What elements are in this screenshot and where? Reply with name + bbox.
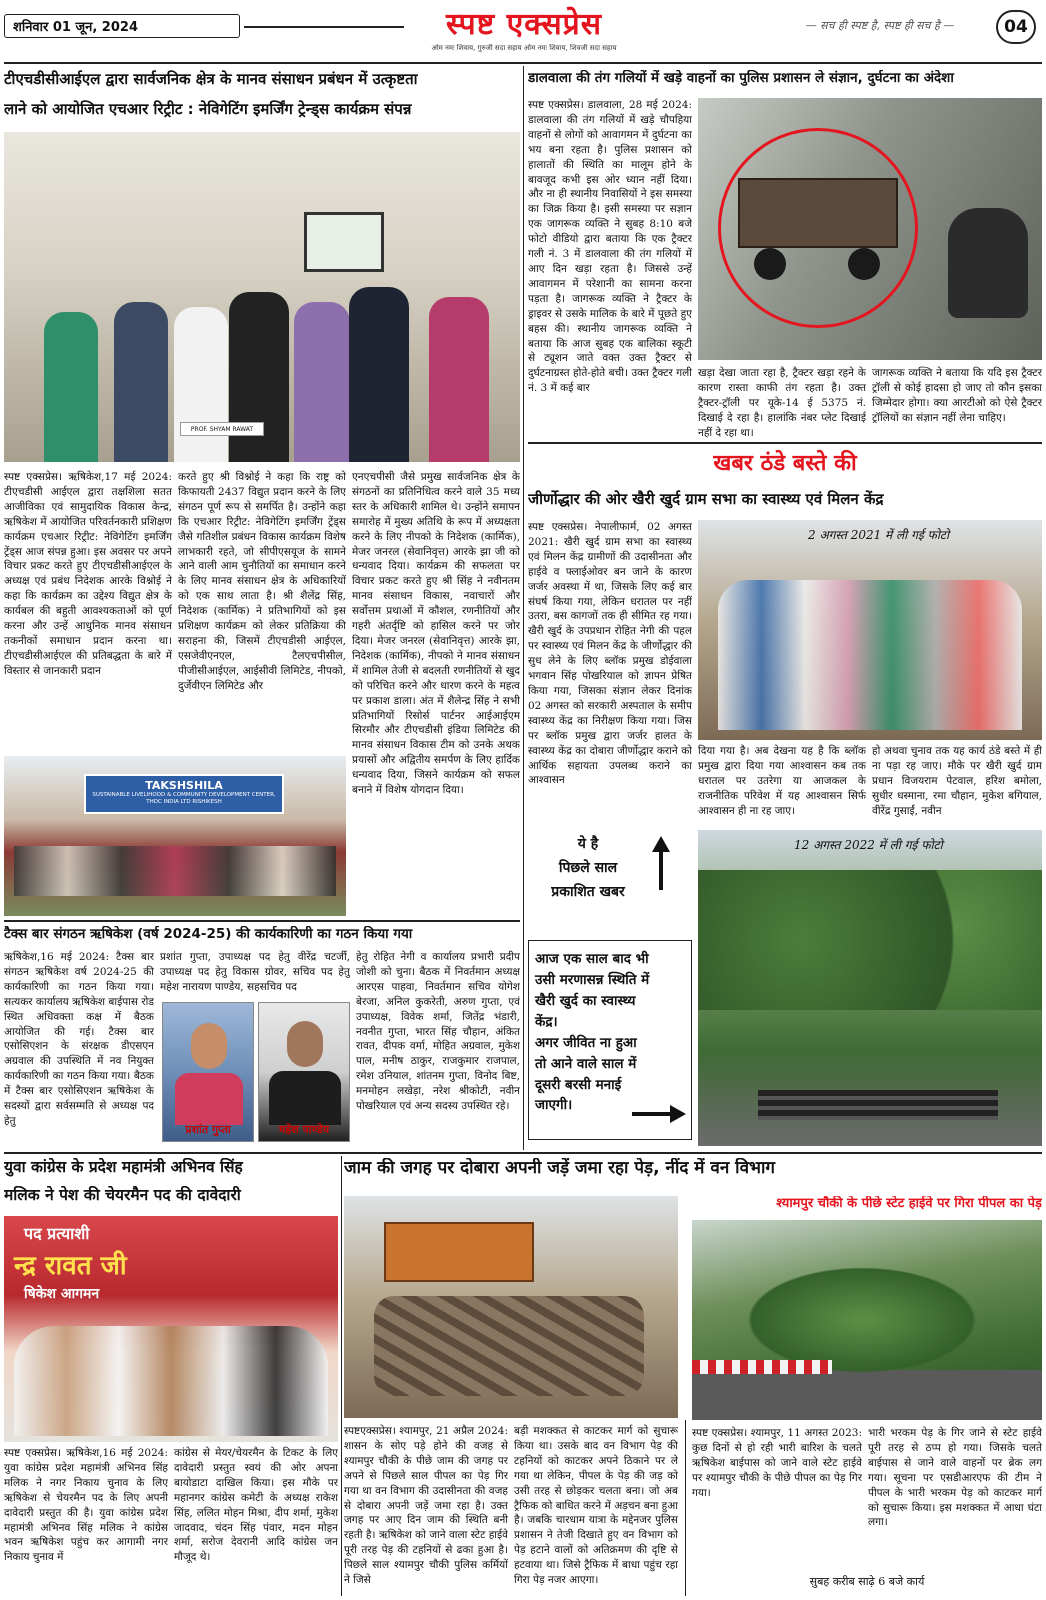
story6-column-1: स्पष्टएक्सप्रेस। श्यामपुर, 21 अप्रैल 2024: शासन के सोए पड़े होने की वजह से श्यामपुर चौकी के पीछे जाम की जगह पर अपने से पिछले साल पीपल का पेड़ गिर गया था वन विभाग की उदासीनता की वजह से दोबारा अपनी जड़ें जमा रहा है। उक्त जगह पर आए दिन जाम की स्थिति बनी रहती है। ऋषिकेश को जाने वाला स्टेट हाईवे पूरी तरह पेड़ की टहनियों से ढका हुआ है। पिछले साल श्यामपुर चौकी पुलिस कर्मियों ने जिसे [344,1425,508,1587]
highlight-circle [718,128,918,328]
page-number: 04 [996,10,1036,44]
story1-headline-line1: टीएचडीसीआईएल द्वारा सार्वजनिक क्षेत्र के मानव संसाधन प्रबंधन में उत्कृष्टता [4,70,418,88]
story1-column-3: एनएचपीसी जैसे प्रमुख सार्वजनिक क्षेत्र के संगठनों का प्रतिनिधित्व करने वाले 35 मध्य स्तर के अधिकारी शामिल थे। उन्होंने समापन समारोह में मुख्य अतिथि के रूप में अध्यक्षता करने के लिए नीपको के निदेशक (कार्मिक), मेजर जनरल (सेवानिवृत्त) आरके झा जी को धन्यवाद दिया। कार्यक्रम की सफलता पर विचार प्रकट करते हुए श्री सिंह ने नवीनतम मानव संसाधन विकास, नवाचारों और सर्वोत्तम प्रथाओं में कौशल, रणनीतियों और गहरी अंतर्दृष्टि को हासिल करने पर जोर दिया। मेजर जनरल (सेवानिवृत्त) आरके झा, निदेशक (कार्मिक), नीपको ने मानव संसाधन में शामिल तेजी से बदलती रणनीतियों से खुद को परिचित करने और धारण करने के महत्व पर प्रकाश डाला। अंत में शैलेन्द्र सिंह ने सभी प्रतिभागियों रिसोर्स पार्टनर आईआईएम सिरमौर और टीएचडीसी इंडिया लिमिटेड की मानव संसाधन विकास टीम को उनके अथक प्रयासों और अद्वितीय समर्पण के लिए हार्दिक धन्यवाद दिया, जिसने कार्यक्रम को सफल बनाने में विशेष योगदान दिया। [352,471,520,797]
story1-headline-line2: लाने को आयोजित एचआर रिट्रीट : नेविगेटिंग इमर्जिंग ट्रेन्ड्स कार्यक्रम संपन्न [4,100,412,118]
story3-column-3: जागरूक व्यक्ति ने बताया कि यदि इस ट्रैक्टर ट्रॉली से कोई हादसा हो जाए तो कौन इसका जिम्मेदार होगा। क्या आरटीओ को ऐसे ट्रैक्टर ट्रॉलियों का संज्ञान नहीं लेना चाहिए। [872,367,1042,424]
building-sign-title: TAKSHSHILA [145,779,223,792]
banner-text-1: पद प्रत्याशी [24,1224,90,1243]
story6-column-2: बड़ी मशक्कत से काटकर मार्ग को सुचारू किया था। उसके बाद वन विभाग पेड़ की टहनियों को काटकर अपने ठिकाने पर ले गया था लेकिन, पीपल के पेड़ की जड़ को उसी तरह से छोड़कर चलता बना। जो अब ट्रैफिक को बाधित करने में अड़चन बना हुआ है। जबकि चारधाम यात्रा के मद्देनजर पुलिस प्रशासन ने तेजी दिखाते हुए वन विभाग को पेड़ हटाने वालों को अतिक्रमण की दृष्टि से हटवाया था। जिसे ट्रैफिक में बाधा पहुंच रहा गिरा पेड़ नजर आएगा। [514,1425,678,1587]
story2-column-1: ऋषिकेश,16 मई 2024: टैक्स बार संगठन ऋषिकेश वर्ष 2024-25 की कार्यकारिणी का गठन किया गया। सत्यकर कार्यालय ऋषिकेश बाईपास रोड स्थित अधिवक्ता कक्ष में बैठक आयोजित की गई। टैक्स बार एसोसिएशन के संरक्षक डीएसएन अग्रवाल की उपस्थिति में नव नियुक्त कार्यकारिणी का गठन किया गया। बैठक में टैक्स बार एसोसिएशन ऋषिकेश के सदस्यों द्वारा सर्वसम्मति से अध्यक्ष पद हेतु [4,951,154,1127]
story3-bottom-rule [528,442,1042,444]
story7-bottom-caption: सुबह करीब साढ़े 6 बजे कार्य [809,1575,925,1588]
story5-column-1: स्पष्ट एक्सप्रेस। ऋषिकेश,16 मई 2024: युवा कांग्रेस प्रदेश महामंत्री अभिनव सिंह मलिक ने नगर निकाय चुनाव के लिए ऋषिकेश से चेयरमैन पद के लिए अपनी दावेदारी प्रस्तुत की है। युवा कांग्रेस प्रदेश महामंत्री अभिनव सिंह मलिक ने कांग्रेस भवन ऋषिकेश पहुंच कर आगामी नगर निकाय चुनाव में [4,1447,168,1564]
box-line-8: जाएगी। [535,1097,573,1114]
story4-photo-2021 [698,520,1042,740]
masthead [0,0,1046,60]
box-line-2: उसी मरणासन्न स्थिति में [535,971,650,988]
story1-column-2: करते हुए श्री विश्नोई ने कहा कि राष्ट्र को किफायती 2437 विद्युत प्रदान करने के लिए संगठन पूर्ण रूप से समर्पित है। उन्होंने कहा कि एचआर रिट्रीट: नेविगेटिंग इमर्जिंग ट्रेंड्स जैसे गतिशील प्रबंधन विकास कार्यक्रम विशेष लाभकारी रहते, जो सीपीएसयूज के सामने आने वाली आम चुनौतियों का समाधान करने के लिए मानव संसाधन क्षेत्र के अधिकारियों को एक साथ लाता है। श्री शैलेंद्र सिंह, निदेशक (कार्मिक) ने प्रतिभागियों को इस प्रशिक्षण कार्यक्रम को लेकर प्रतिक्रिया की सराहना की, जिसमें टीएचडीसी आईएल, एसजेवीएनएल, टैलएचपीसील, पीजीसीआईएल, आईसीवी लिमिटेड, नीपको, दुर्जेवीएन लिमिटेड और [178,471,346,692]
story5-headline-line2: मलिक ने पेश की चेयरमैन पद की दावेदारी [4,1186,241,1204]
group-figures [718,580,1022,730]
face-shape [287,1021,323,1067]
vertical-separator [341,1156,342,1596]
portrait-caption-1: प्रशांत गुप्ता [185,1123,231,1136]
date-box: शनिवार 01 जून, 2024 [4,14,240,38]
building-sign-subtitle: SUSTAINABLE LIVELIHOOD & COMMUNITY DEVELOPMENT CENTER, THDC INDIA LTD RISHIKESH [92,792,276,805]
story2-headline: टैक्स बार संगठन ऋषिकेश (वर्ष 2024-25) की कार्यकारिणी का गठन किया गया [4,926,413,942]
masthead-rule-left [244,26,404,28]
pipes-shape [758,1090,998,1120]
vertical-separator [523,66,524,1150]
story4-column-3: हो अथवा चुनाव तक यह कार्य ठंडे बस्ते में ही ना पड़ा रह जाए। मौके पर खैरी खुर्द ग्राम प्रधान विजयराम पेटवाल, हरिश बमोला, सुधीर धस्माना, रमा चौहान, मुकेश बगियाल, वीरेंद्र गुसाईं, नवीन [872,745,1042,817]
story3-column-1: स्पष्ट एक्सप्रेस। डालवाला, 28 मई 2024: डालवाला की तंग गलियों में खड़े चौपहिया वाहनों से लोगों को आवागमन में दुर्घटना का भय बना रहता है। पुलिस प्रशासन को हालातों की स्थिति का मालूम होने के बावजूद कभी इस ओर ध्यान नहीं दिया। और ना ही स्थानीय निवासियों ने इस समस्या का जिक्र किया है। इसी समस्या पर सज्ञान एक जागरूक व्यक्ति ने सुबह 8:10 बजे फोटो वीडियो द्वारा बताया कि एक ट्रैक्टर गली नं. 3 में डालवाला की तंग गलियों में आए दिन खड़ा रहता है। जिससे उन्हें आवागमन में परेशानी का सामना करना पड़ता है। जागरूक व्यक्ति ने ट्रैक्टर के ड्राइवर से उसके मालिक के बारे में पूछते हुए बहस की। स्थानीय जागरूक व्यक्ति ने बताया कि आज सुबह एक बालिका स्कूटी से ट्यूशन जाते वक्त उक्त ट्रैक्टर से दुर्घटनाग्रस्त होते-होते बची। उक्त ट्रैक्टर गली नं. 3 में कई बार [528,99,692,395]
story3-photo-tractor [698,98,1042,360]
story7-headline: श्यामपुर चौकी के पीछे स्टेट हाईवे पर गिरा पीपल का पेड़ [776,1196,1042,1211]
story7-photo [692,1220,1042,1420]
story4-column-2: दिया गया है। अब देखना यह है कि ब्लॉक प्रमुख द्वारा दिया गया आश्वासन कब तक धरातल पर उतरेगा या आजकल के राजनीतिक परिवेश में यह आश्वासन सिर्फ आश्वासन ही ना रह जाए। [698,745,866,817]
portrait-prashant-gupta [162,1002,254,1142]
pointer-line-2: पिछले साल [558,860,618,876]
group-photo-crowd [14,846,336,896]
tv-screen [304,212,384,272]
story6-photo [344,1196,678,1418]
one-year-later-box [528,940,692,1140]
people-figures [14,1326,328,1436]
photo-caption-2022: 12 अगस्त 2022 में ली गई फोटो [794,838,943,852]
story3-headline: डालवाला की तंग गलियों में खड़े वाहनों का पुलिस प्रशासन ले संज्ञान, दुर्घटना का अंदेशा [528,70,954,86]
face-shape [191,1023,227,1069]
banner-text-2: न्द्र रावत जी [14,1251,127,1281]
banner-text-3: षिकेश आगमन [24,1286,100,1302]
previous-news-pointer [528,826,692,930]
box-line-4: केंद्र। [535,1013,558,1030]
box-line-1: आज एक साल बाद भी [535,951,649,967]
story3-column-2: खड़ा देखा जाता रहा है, ट्रैक्टर खड़ा रहने के कारण रास्ता काफी तंग रहता है। उक्त ट्रैक्टर-ट्रॉली पर यूके-14 ई 5375 नं. दिखाई दे रहा है। हालांकि नंबर प्लेट दिखाई नहीं दे रहा था। [698,367,866,438]
newspaper-title: स्पष्ट एक्सप्रेस [445,7,603,42]
person-figure [114,302,168,462]
story1-photo-building [4,756,346,916]
person-figure [44,312,98,462]
pointer-line-3: प्रकाशित खबर [551,884,625,900]
story1-photo-ceremony [4,132,520,462]
suit-shape [269,1071,341,1125]
up-arrow-shaft [659,850,663,890]
masthead-tagline: ओम नमः शिवाय, गुरुजी सदा सहाय ओम नमः शिवाय, शिवजी सदा सहाय [431,44,617,52]
box-line-7: दूसरी बरसी मनाई [535,1076,622,1093]
story4-column-1: स्पष्ट एक्सप्रेस। नेपालीफार्म, 02 अगस्त 2021: खैरी खुर्द ग्राम सभा का स्वास्थ्य एवं मिलन केंद्र ग्रामीणों की उदासीनता और हाईवे व फ्लाईओवर बन जाने के कारण जर्जर अवस्था में था, जिसके लिए कई बार संघर्ष किया गया, लेकिन धरातल पर नहीं उतरा, बस कागजों तक ही सीमित रह गया। खैरी खुर्द के उपप्रधान रोहित नेगी की पहल पर स्वास्थ्य एवं मिलन केंद्र के जीर्णोद्धार की सुध लेने के लिए ब्लॉक प्रमुख डोईवाला भगवान सिंह पोखरियाल को ज्ञापन प्रेषित किया गया, जिसका संज्ञान लेकर दिनांक 02 अगस्त को सरकारी अस्पताल के समीप स्वास्थ्य केंद्र का निरीक्षण किया गया। जिस पर ब्लॉक प्रमुख द्वारा जर्जर हालत के स्वास्थ्य केंद्र का दोबारा जीर्णोद्धार कराने को आर्थिक सहायता उपलब्ध कराने का आश्वासन [528,521,692,787]
pointer-line-1: ये है [577,836,599,852]
story1-column-1: स्पष्ट एक्सप्रेस। ऋषिकेश,17 मई 2024: टीएचडीसी आईएल द्वारा तक्षशिला सतत आजीविका एवं सामुदायिक विकास केन्द्र, ऋषिकेश में आयोजित परिवर्तनकारी प्रशिक्षण कार्यक्रम एचआर रिट्रीट: नेविगेटिंग इमर्जिंग ट्रेंड्स आज संपन्न हुआ। इस अवसर पर अपने विचार प्रकट करते हुए टीएचडीसीआईएल के अध्यक्ष एवं प्रबंध निदेशक आरके विश्नोई ने कहा कि कार्यक्रम का उद्देश्य विद्युत क्षेत्र के कार्यबल की बहुती आवश्यकताओं को पूर्ण करना और उन्हें आधुनिक मानव संसाधन तकनीकों समाधान प्रदान करना था। टीएचडीसीआईएल की प्रतिबद्धता के बारे में विस्तार से जानकारी प्रदान [4,471,172,677]
story5-headline-line1: युवा कांग्रेस के प्रदेश महामंत्री अभिनव सिंह [4,1158,243,1176]
story4-kicker: खबर ठंडे बस्ते की [713,451,857,476]
nameplate: PROF. SHYAM RAWAT [180,422,264,436]
vertical-separator [685,1420,686,1596]
right-arrow-icon [632,1112,672,1116]
foliage-shape [698,870,1042,1010]
portrait-caption-2: महेश पाण्डेय [278,1123,330,1136]
story2-column-2: प्रशांत गुप्ता, उपाध्यक्ष पद हेतु वीरेंद्र चटर्जी, उपाध्यक्ष पद हेतु विकास ग्रोवर, सचिव पद हेतु महेश नारायण पाण्डेय, सहसचिव पद [160,951,350,993]
box-line-3: खैरी खुर्द का स्वास्थ्य [535,992,636,1009]
building-sign [84,774,284,814]
scooter-shape [948,208,1028,318]
right-arrow-head [670,1105,686,1123]
tree-roots-shape [374,1296,644,1396]
story5-column-2: कांग्रेस से मेयर/चेयरमैन के टिकट के लिए दावेदारी प्रस्तुत स्वयं की ओर अपना बायोडाटा दाखिल किया। इस मौके पर महानगर कांग्रेस कमेटी के अध्यक्ष राकेश सिंह, ललित मोहन मिश्रा, दीप शर्मा, मुकेश जादवाद, चंदन सिंह पंवार, मदन मोहन शर्मा, सरोज देवरानी आदि कांग्रेस जन मौजूद थे। [174,1447,338,1564]
story4-headline: जीर्णोद्धार की ओर खैरी खुर्द ग्राम सभा का स्वास्थ्य एवं मिलन केंद्र [528,490,884,508]
story7-column-1: स्पष्ट एक्सप्रेस। श्यामपुर, 11 अगस्त 2023: कुछ दिनों से हो रही भारी बारिश के चलते ऋषिकेश बाईपास को जाने वाले स्टेट हाईवे पर श्यामपुर चौकी के पीछे पीपल का पेड़ गिर गया। [692,1427,862,1499]
truck-shape [384,1222,534,1282]
story2-column-3: हेतु रोहित नेगी व कार्यालय प्रभारी प्रदीप जोशी को चुना। बैठक में निवर्तमान अध्यक्ष आरएस पाहवा, निवर्तमान सचिव योगेश बेरजा, अनिल कुकरेती, अरुण गुप्ता, एवं उपाध्यक्ष, विवेक शर्मा, जितेंद्र भंडारी, नवनीत गुप्ता, भारत सिंह चौहान, अंकित रावत, दीपक वर्मा, मोहित अग्रवाल, मुकेश पाल, मनीष ठाकुर, राजकुमार राजपाल, रमेश उनियाल, शांतनम गुप्ता, विनोद बिष्ट, मनमोहन लखेड़ा, नरेश श्रीकोटी, नवीन पोखरियाल एवं अन्य सदस्य उपस्थित रहे। [356,951,520,1113]
story4-photo-2022 [698,830,1042,1146]
person-figure [349,287,409,462]
story5-photo [4,1216,338,1442]
masthead-bottom-rule [4,62,1042,64]
photo-caption-2021: 2 अगस्त 2021 में ली गई फोटो [808,528,950,542]
story6-headline: जाम की जगह पर दोबारा अपनी जड़ें जमा रहा पेड़, नींद में वन विभाग [344,1158,775,1178]
story1-bottom-rule [4,920,520,922]
person-figure [174,307,228,462]
box-line-6: तो आने वाले साल में [535,1055,637,1072]
shirt-shape [175,1073,243,1125]
portrait-mahesh-pandey [258,1002,350,1142]
person-figure [294,302,350,462]
railing-shape [692,1360,832,1374]
box-line-5: अगर जीवित ना हुआ [535,1034,637,1051]
story7-column-2: भारी भरकम पेड़ के गिर जाने से स्टेट हाईवे पूरी तरह से ठप्प हो गया। जिसके चलते बाईपास से जाने वाले वाहनों पर ब्रेक लग गया। सूचना पर एसडीआरएफ की टीम ने पीपल के भारी भरकम पेड़ को काटकर मार्ग को सुचारू किया। इस मशक्कत में आधा घंटा लगा। [868,1427,1042,1529]
story2-bottom-rule [4,1152,1042,1154]
masthead-motto: — सच ही स्पष्ट है, स्पष्ट ही सच है — [805,19,955,32]
person-figure [429,297,489,462]
